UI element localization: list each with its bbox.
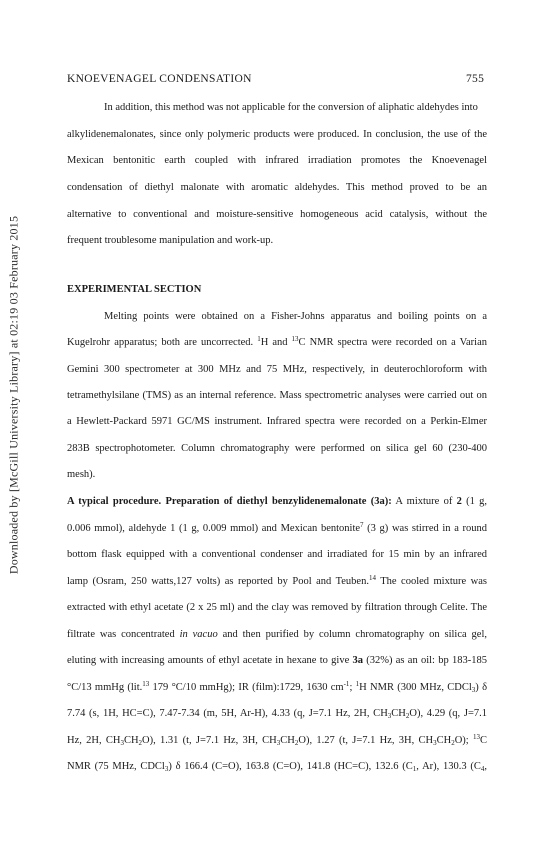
running-header-title: KNOEVENAGEL CONDENSATION (67, 73, 252, 85)
download-watermark (6, 215, 22, 575)
paragraph-line: NMR (75 MHz, CDCl$_3$) δ 166.4 (C=O), 163.8 (C=O), 141.8 (HC=C), 132.6 ($C_1$, Ar), 130.3 ($C_4$, (67, 761, 487, 773)
procedure-heading-line: A typical procedure. Preparation of diethyl benzylidenemalonate (3a): A mixture of 2 (1 g, (67, 496, 487, 507)
page-number: 755 (466, 73, 485, 85)
paragraph-line: eluting with increasing amounts of ethyl acetate in hexane to give 3a (32%) as an oil: bp 183-185 (67, 655, 487, 666)
paragraph-line: tetramethylsilane (TMS) as an internal reference. Mass spectrometric analyses were carried out on (67, 390, 487, 401)
paragraph-line: 7.74 (s, 1H, HC=C), 7.47-7.34 (m, 5H, Ar-H), 4.33 (q, J=7.1 Hz, 2H, $CH_3CH_2O$), 4.29 (q, J=7.1 (67, 708, 487, 720)
paragraph-line: alternative to conventional and moisture-sensitive homogeneous acid catalysis, without the (67, 209, 487, 220)
section-heading: EXPERIMENTAL SECTION (67, 284, 202, 295)
download-watermark-text: Downloaded by [McGill University Library] at 02:19 03 February 2015 (6, 215, 21, 575)
paragraph-line: Hz, 2H, $CH_3CH_2O$), 1.31 (t, J=7.1 Hz, 3H, $CH_3CH_2O$), 1.27 (t, J=7.1 Hz, 3H, $CH_3CH_2O$); $^{13}$C (67, 733, 487, 747)
paragraph-line: filtrate was concentrated in vacuo and then purified by column chromatography on silica gel, (67, 629, 487, 640)
paragraph-line: bottom flask equipped with a conventional condenser and irradiated for 15 min by an infrared (67, 549, 487, 560)
paragraph-line: 0.006 mmol), aldehyde 1 (1 g, 0.009 mmol) and Mexican bentonite$^7$ (3 g) was stirred in a round (67, 521, 487, 534)
paragraph-line: frequent troublesome manipulation and work-up. (67, 235, 274, 246)
paragraph-line: Melting points were obtained on a Fisher-Johns apparatus and boiling points on a (104, 311, 487, 322)
paragraph-line: °C/13 mmHg (lit.$^{13}$ 179 °C/10 mmHg); IR (film):1729, 1630 $cm^{-1}$; $^1$H NMR (300 MHz, CDCl$_3$) δ (67, 680, 488, 694)
paragraph-line: Kugelrohr apparatus; both are uncorrected. $^1$H and $^{13}$C NMR spectra were recorded on a Varian (67, 335, 487, 348)
paragraph-line: condensation of diethyl malonate with aromatic aldehydes. This method proved to be an (67, 182, 487, 193)
paragraph-line: Mexican bentonitic earth coupled with infrared irradiation promotes the Knoevenagel (67, 155, 487, 166)
paragraph-line: alkylidenemalonates, since only polymeric products were produced. In conclusion, the use of the (67, 129, 487, 140)
paragraph-line: mesh). (67, 469, 96, 480)
paragraph-line: extracted with ethyl acetate (2 x 25 ml) and the clay was removed by filtration through Celite. The (67, 602, 487, 613)
paragraph-line: lamp (Osram, 250 watts,127 volts) as reported by Pool and Teuben.$^{14}$ The cooled mixture was (67, 574, 487, 587)
paragraph-line: 283B spectrophotometer. Column chromatography were performed on silica gel 60 (230-400 (67, 443, 487, 454)
paragraph-line: In addition, this method was not applicable for the conversion of aliphatic aldehydes into (104, 102, 478, 113)
paragraph-line: Gemini 300 spectrometer at 300 MHz and 75 MHz, respectively, in deuterochloroform with (67, 364, 487, 375)
paragraph-line: a Hewlett-Packard 5971 GC/MS instrument. Infrared spectra were recorded on a Perkin-Elmer (67, 416, 487, 427)
